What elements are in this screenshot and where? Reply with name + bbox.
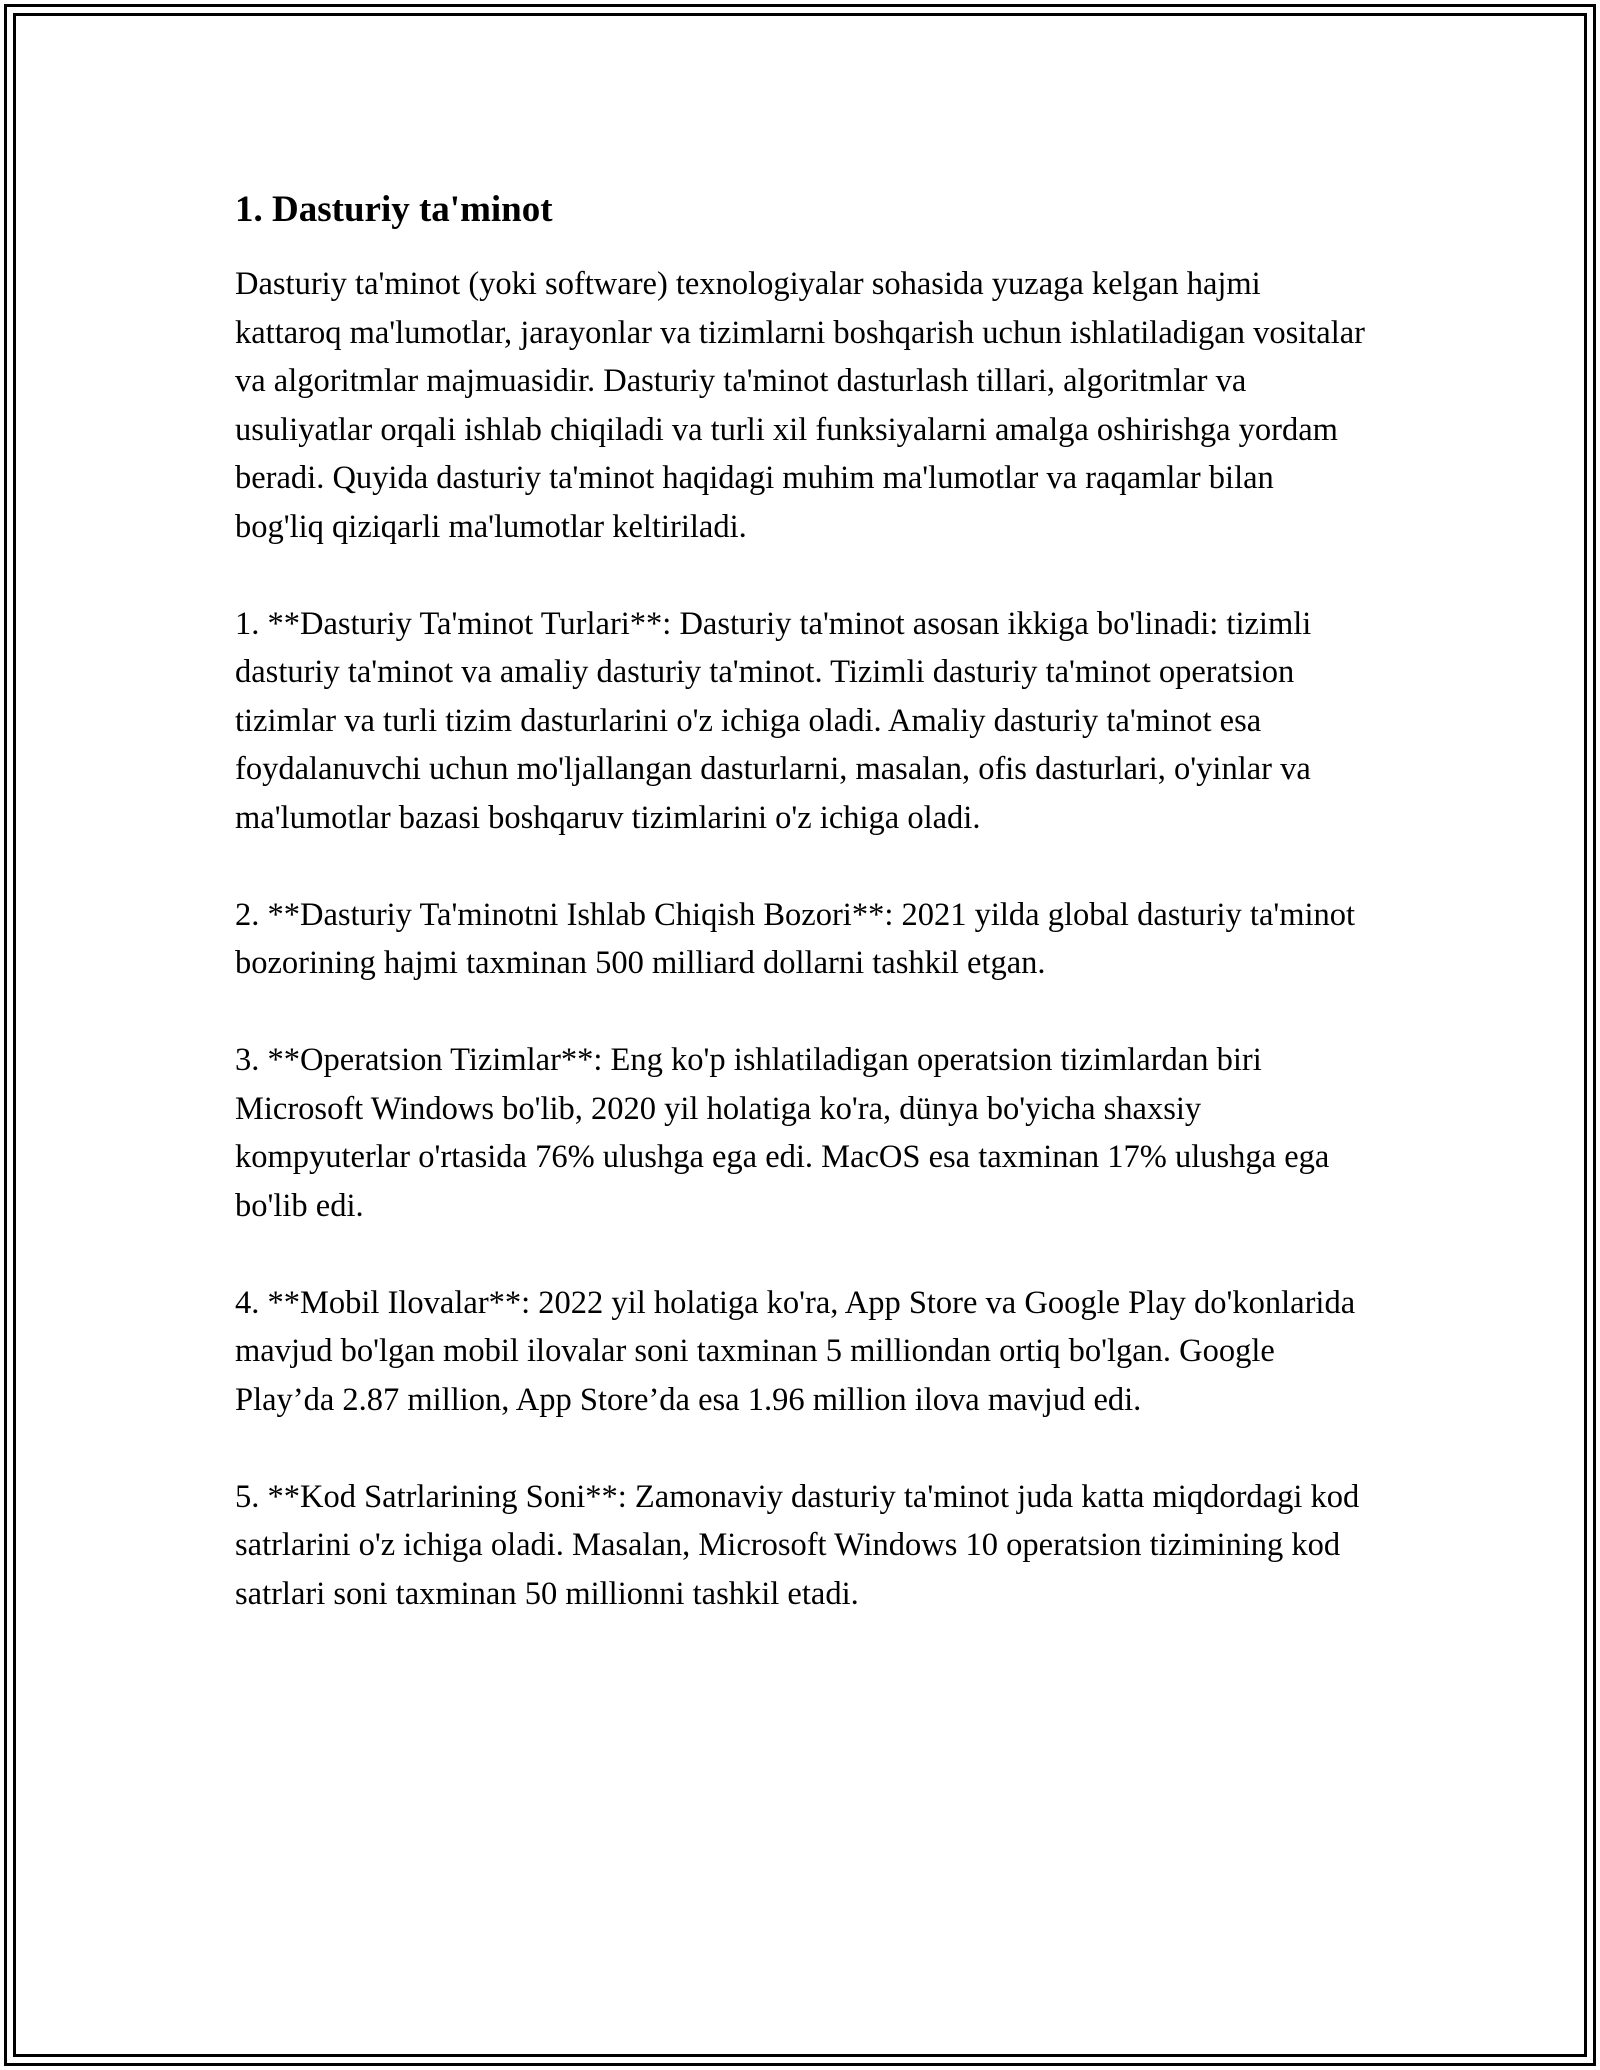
intro-paragraph: Dasturiy ta'minot (yoki software) texnologiyalar sohasida yuzaga kelgan hajmi kattaroq ma'lumotlar, jarayonlar va tizimlarni boshqarish uchun ishlatiladigan vositalar va algoritmlar majmuasidir. Dasturiy ta'minot dasturlash tillari, algoritmlar va usuliyatlar orqali ishlab chiqiladi va turli xil funksiyalarni amalga oshirishga yordam beradi. Quyida dasturiy ta'minot haqidagi muhim ma'lumotlar va raqamlar bilan bog'liq qiziqarli ma'lumotlar keltiriladi. [235,266,1365,545]
list-item-software-types: 1. **Dasturiy Ta'minot Turlari**: Dasturiy ta'minot asosan ikkiga bo'linadi: tizimli dasturiy ta'minot va amaliy dasturiy ta'minot. Tizimli dasturiy ta'minot operatsion tizimlar va turli tizim dasturlarini o'z ichiga oladi. Amaliy dasturiy ta'minot esa foydalanuvchi uchun mo'ljallangan dasturlarni, masalan, ofis dasturlari, o'yinlar va ma'lumotlar bazasi boshqaruv tizimlarini o'z ichiga oladi. [235,605,1312,836]
list-item-operating-systems: 3. **Operatsion Tizimlar**: Eng ko'p ishlatiladigan operatsion tizimlardan biri Microsoft Windows bo'lib, 2020 yil holatiga ko'ra, dünya bo'yicha shaxsiy kompyuterlar o'rtasida 76% ulushga ega edi. MacOS esa taxminan 17% ulushga ega bo'lib edi. [235,1042,1330,1224]
list-item-software-market: 2. **Dasturiy Ta'minotni Ishlab Chiqish Bozori**: 2021 yilda global dasturiy ta'minot bozorining hajmi taxminan 500 milliard dollarni tashkil etgan. [235,896,1356,981]
list-item-mobile-apps: 4. **Mobil Ilovalar**: 2022 yil holatiga ko'ra, App Store va Google Play do'konlarida mavjud bo'lgan mobil ilovalar soni taxminan 5 milliondan ortiq bo'lgan. Google Play’da 2.87 million, App Store’da esa 1.96 million ilova mavjud edi. [235,1284,1356,1418]
document-title: 1. Dasturiy ta'minot [235,189,553,230]
document-body [235,186,1370,1618]
list-item-lines-of-code: 5. **Kod Satrlarining Soni**: Zamonaviy dasturiy ta'minot juda katta miqdordagi kod satrlarini o'z ichiga oladi. Masalan, Microsoft Windows 10 operatsion tizimining kod satrlari soni taxminan 50 millionni tashkil etadi. [235,1478,1360,1612]
